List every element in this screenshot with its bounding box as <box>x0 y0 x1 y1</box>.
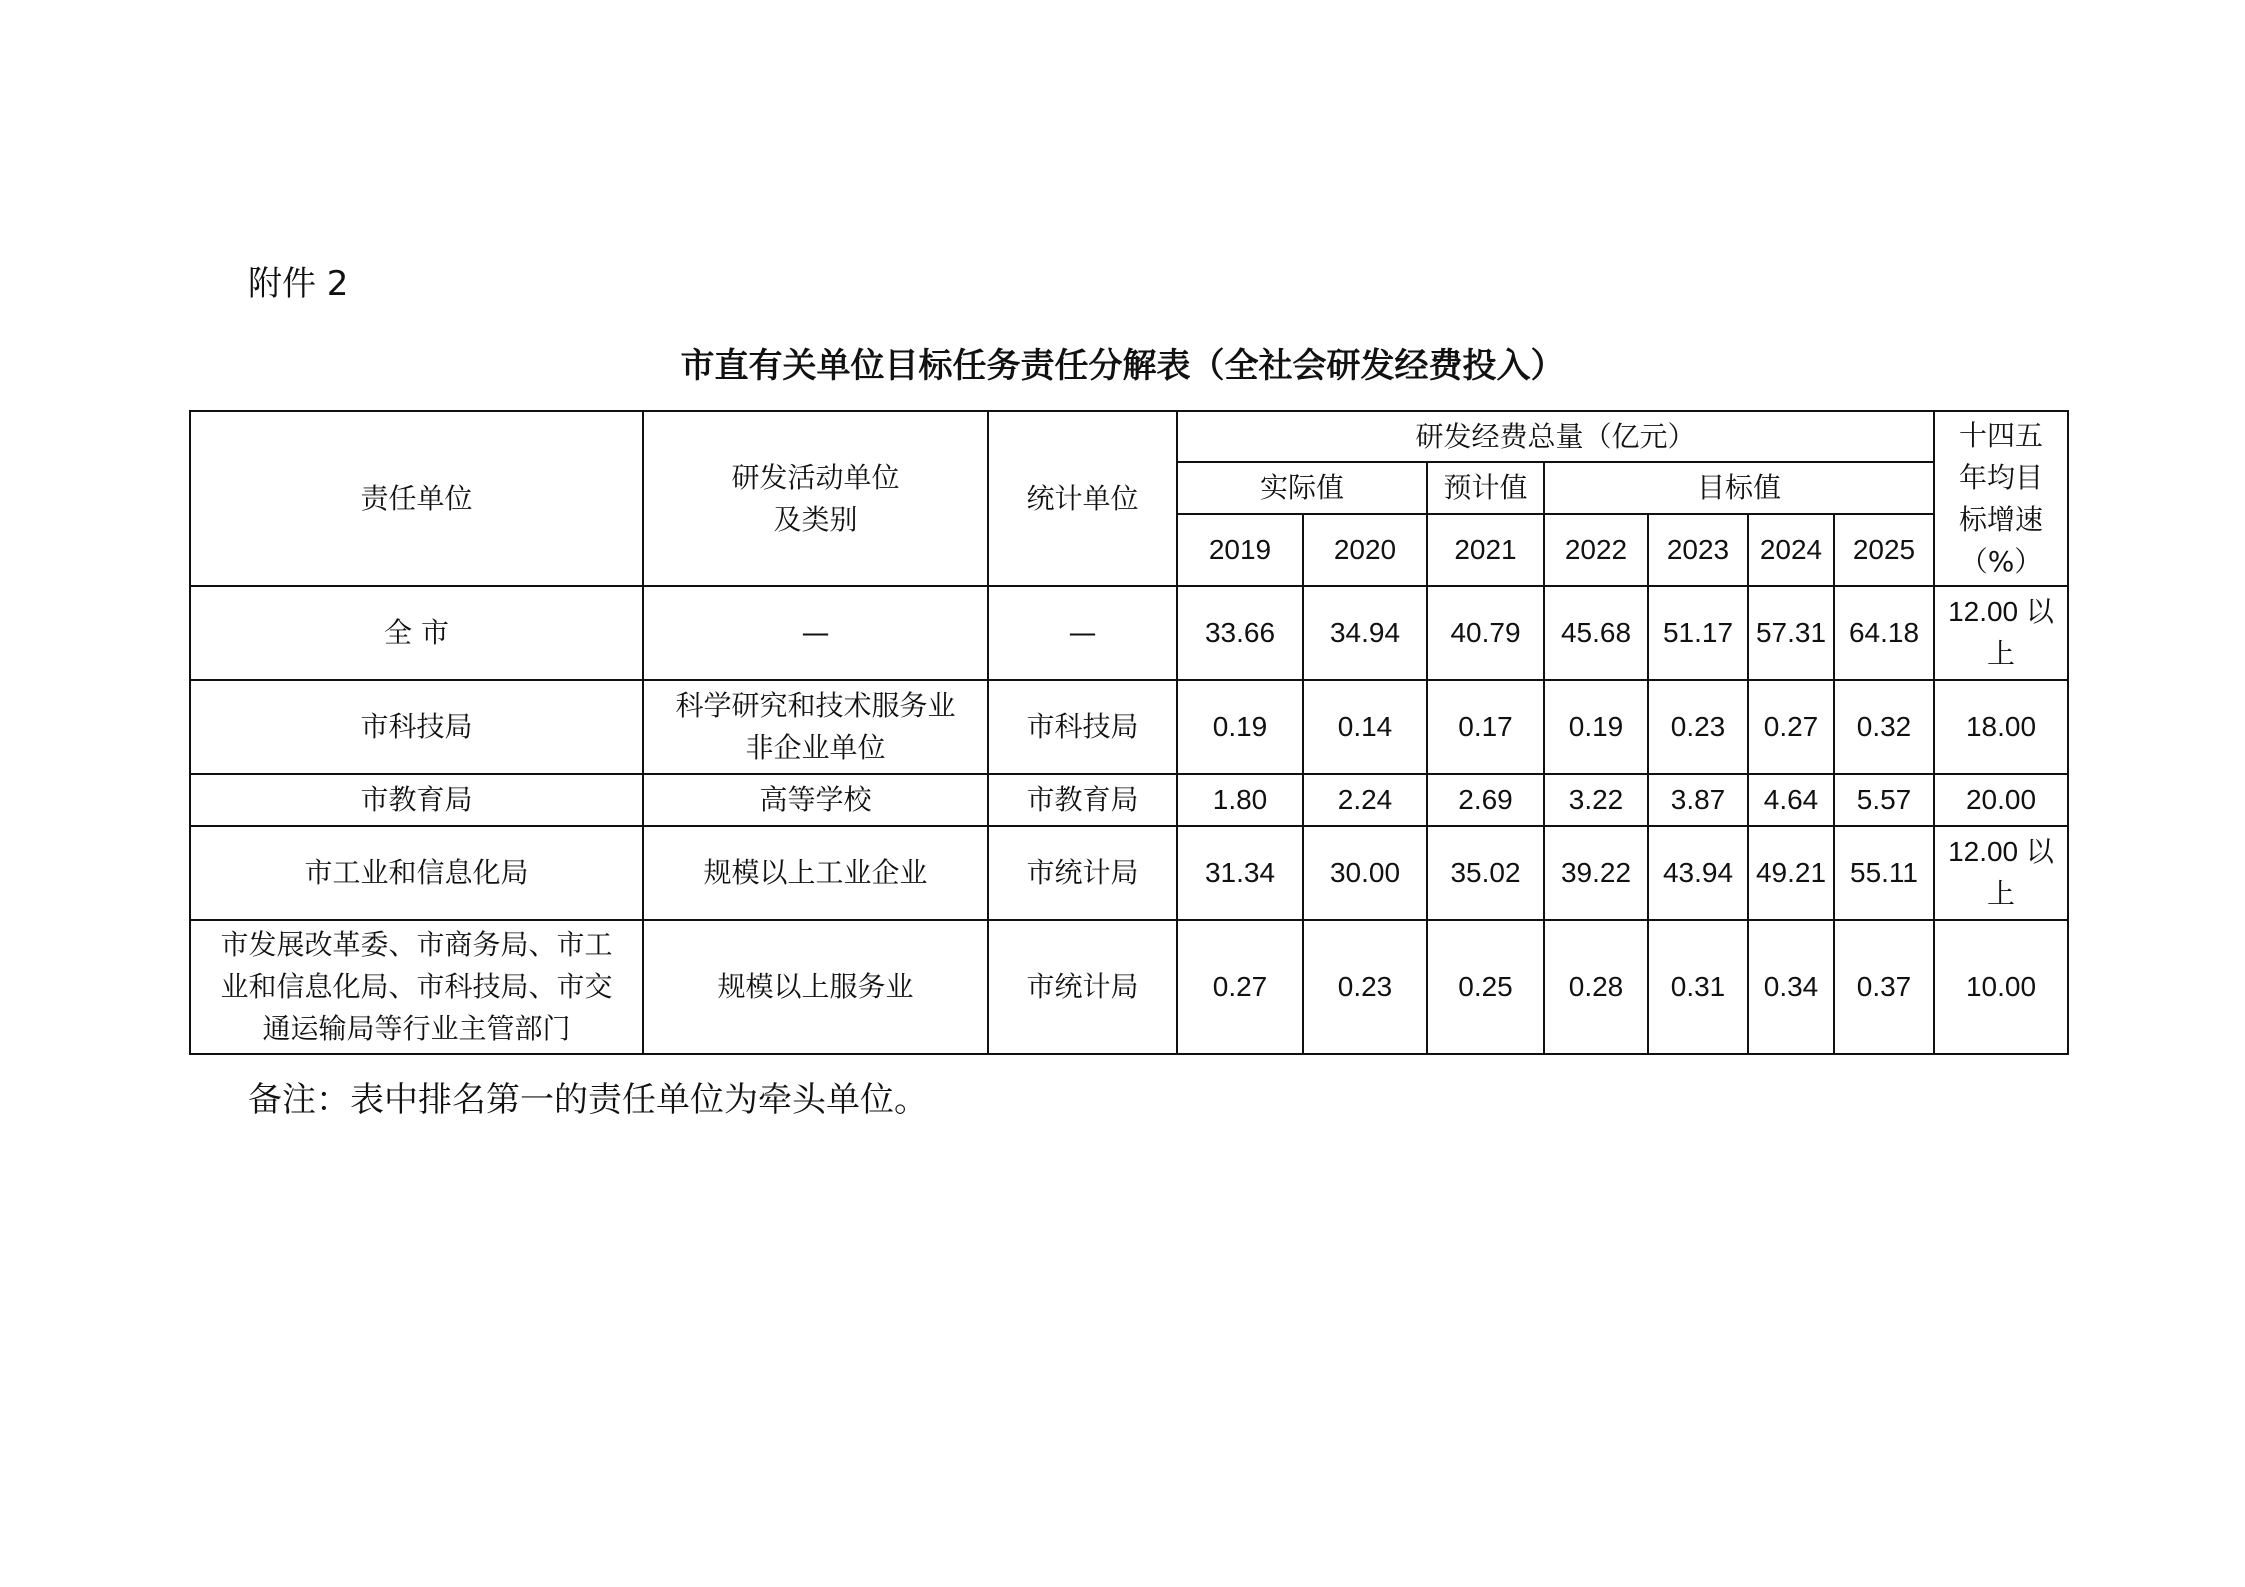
cell-value: 33.66 <box>1177 586 1303 680</box>
cell-unit <box>190 586 643 680</box>
cell-value: 0.34 <box>1748 920 1834 1054</box>
cell-value: 0.25 <box>1427 920 1544 1054</box>
cell-unit-line: 业和信息化局、市科技局、市交 <box>220 970 613 1003</box>
header-stat <box>988 411 1177 586</box>
table-row <box>190 586 2068 680</box>
header-group-target-text: 目标值 <box>1696 471 1781 504</box>
table-row <box>190 774 2068 826</box>
cell-stat: 市统计局 <box>988 826 1177 920</box>
cell-value: 64.18 <box>1834 586 1934 680</box>
cell-growth-line: 18.00 <box>1965 711 2037 742</box>
cell-value: 45.68 <box>1544 586 1648 680</box>
header-year: 2019 <box>1177 514 1303 586</box>
cell-value: 0.28 <box>1544 920 1648 1054</box>
header-growth-line: 标增速 <box>1958 502 2043 536</box>
header-growth <box>1934 411 2068 586</box>
header-group-target <box>1544 462 1934 514</box>
cell-growth-line: 12.00 以 <box>1948 596 2054 627</box>
cell-growth-line: 上 <box>1986 638 2015 669</box>
header-year: 2023 <box>1648 514 1748 586</box>
cell-value: 0.17 <box>1427 680 1544 774</box>
table-row <box>190 680 2068 774</box>
cell-value: 3.87 <box>1648 774 1748 826</box>
cell-stat: 市科技局 <box>988 680 1177 774</box>
cell-value: 0.19 <box>1544 680 1648 774</box>
table-body <box>190 586 2068 1054</box>
cell-value: 55.11 <box>1834 826 1934 920</box>
cell-activity-line: 规模以上服务业 <box>717 970 914 1003</box>
cell-value: 0.23 <box>1648 680 1748 774</box>
cell-growth <box>1934 774 2068 826</box>
cell-value: 31.34 <box>1177 826 1303 920</box>
cell-growth-line: 10.00 <box>1965 971 2037 1002</box>
cell-growth <box>1934 826 2068 920</box>
header-row-1 <box>190 411 2068 462</box>
header-unit-text: 责任单位 <box>360 481 473 515</box>
attachment-label: 附件 2 <box>248 264 349 304</box>
cell-value: 49.21 <box>1748 826 1834 920</box>
cell-value: 0.31 <box>1648 920 1748 1054</box>
cell-unit <box>190 680 643 774</box>
header-stat-text: 统计单位 <box>1026 481 1139 515</box>
header-growth-line: 十四五 <box>1958 418 2043 452</box>
cell-value: 0.27 <box>1748 680 1834 774</box>
cell-growth <box>1934 680 2068 774</box>
cell-activity-line: 高等学校 <box>759 783 872 816</box>
header-group-actual <box>1177 462 1427 514</box>
header-group-total-text: 研发经费总量（亿元） <box>1415 419 1696 453</box>
cell-value: 0.19 <box>1177 680 1303 774</box>
table-row <box>190 826 2068 920</box>
header-year: 2021 <box>1427 514 1544 586</box>
footnote: 备注：表中排名第一的责任单位为牵头单位。 <box>248 1080 928 1120</box>
cell-unit <box>190 774 643 826</box>
cell-activity <box>643 774 988 826</box>
cell-value: 35.02 <box>1427 826 1544 920</box>
cell-activity <box>643 826 988 920</box>
cell-unit-line: 市教育局 <box>360 783 473 816</box>
cell-value: 1.80 <box>1177 774 1303 826</box>
cell-value: 51.17 <box>1648 586 1748 680</box>
header-growth-line: （%） <box>1959 544 2043 578</box>
header-year: 2022 <box>1544 514 1648 586</box>
cell-value: 0.27 <box>1177 920 1303 1054</box>
responsibility-table <box>189 410 2069 1055</box>
cell-unit-line: 市科技局 <box>360 710 473 743</box>
header-unit <box>190 411 643 586</box>
header-activity <box>643 411 988 586</box>
cell-unit-line: 市工业和信息化局 <box>304 856 529 889</box>
cell-value: 0.37 <box>1834 920 1934 1054</box>
cell-value: 34.94 <box>1303 586 1427 680</box>
header-year: 2025 <box>1834 514 1934 586</box>
cell-value: 40.79 <box>1427 586 1544 680</box>
cell-growth-line: 12.00 以 <box>1948 836 2054 867</box>
cell-value: 30.00 <box>1303 826 1427 920</box>
cell-value: 0.32 <box>1834 680 1934 774</box>
cell-growth-line: 20.00 <box>1965 784 2037 815</box>
cell-activity-line: 科学研究和技术服务业 <box>675 689 956 722</box>
responsibility-table-wrapper <box>189 410 2067 1055</box>
cell-value: 39.22 <box>1544 826 1648 920</box>
cell-stat: 市教育局 <box>988 774 1177 826</box>
cell-growth <box>1934 586 2068 680</box>
cell-unit <box>190 826 643 920</box>
cell-value: 0.23 <box>1303 920 1427 1054</box>
header-group-estimate <box>1427 462 1544 514</box>
cell-value: 0.14 <box>1303 680 1427 774</box>
header-group-actual-text: 实际值 <box>1259 471 1344 504</box>
cell-stat: — <box>988 586 1177 680</box>
cell-activity-line: 非企业单位 <box>745 731 886 764</box>
cell-unit-line: 全 市 <box>384 616 449 649</box>
cell-activity <box>643 586 988 680</box>
cell-value: 57.31 <box>1748 586 1834 680</box>
cell-activity-line: — <box>801 616 830 649</box>
cell-value: 43.94 <box>1648 826 1748 920</box>
document-title: 市直有关单位目标任务责任分解表（全社会研发经费投入） <box>680 346 1565 386</box>
cell-activity-line: 规模以上工业企业 <box>703 856 928 889</box>
cell-stat: 市统计局 <box>988 920 1177 1054</box>
cell-unit-line: 市发展改革委、市商务局、市工 <box>220 928 613 961</box>
header-group-total <box>1177 411 1934 462</box>
header-activity-line: 及类别 <box>773 502 858 536</box>
header-group-estimate-text: 预计值 <box>1443 471 1528 504</box>
header-activity-line: 研发活动单位 <box>731 460 900 494</box>
header-growth-line: 年均目 <box>1958 460 2043 494</box>
cell-activity <box>643 680 988 774</box>
cell-value: 4.64 <box>1748 774 1834 826</box>
table-row <box>190 920 2068 1054</box>
cell-growth-line: 上 <box>1986 878 2015 909</box>
header-year: 2020 <box>1303 514 1427 586</box>
cell-value: 2.69 <box>1427 774 1544 826</box>
cell-growth <box>1934 920 2068 1054</box>
cell-unit <box>190 920 643 1054</box>
cell-unit-line: 通运输局等行业主管部门 <box>262 1012 571 1045</box>
header-year: 2024 <box>1748 514 1834 586</box>
cell-activity <box>643 920 988 1054</box>
cell-value: 5.57 <box>1834 774 1934 826</box>
cell-value: 2.24 <box>1303 774 1427 826</box>
cell-value: 3.22 <box>1544 774 1648 826</box>
